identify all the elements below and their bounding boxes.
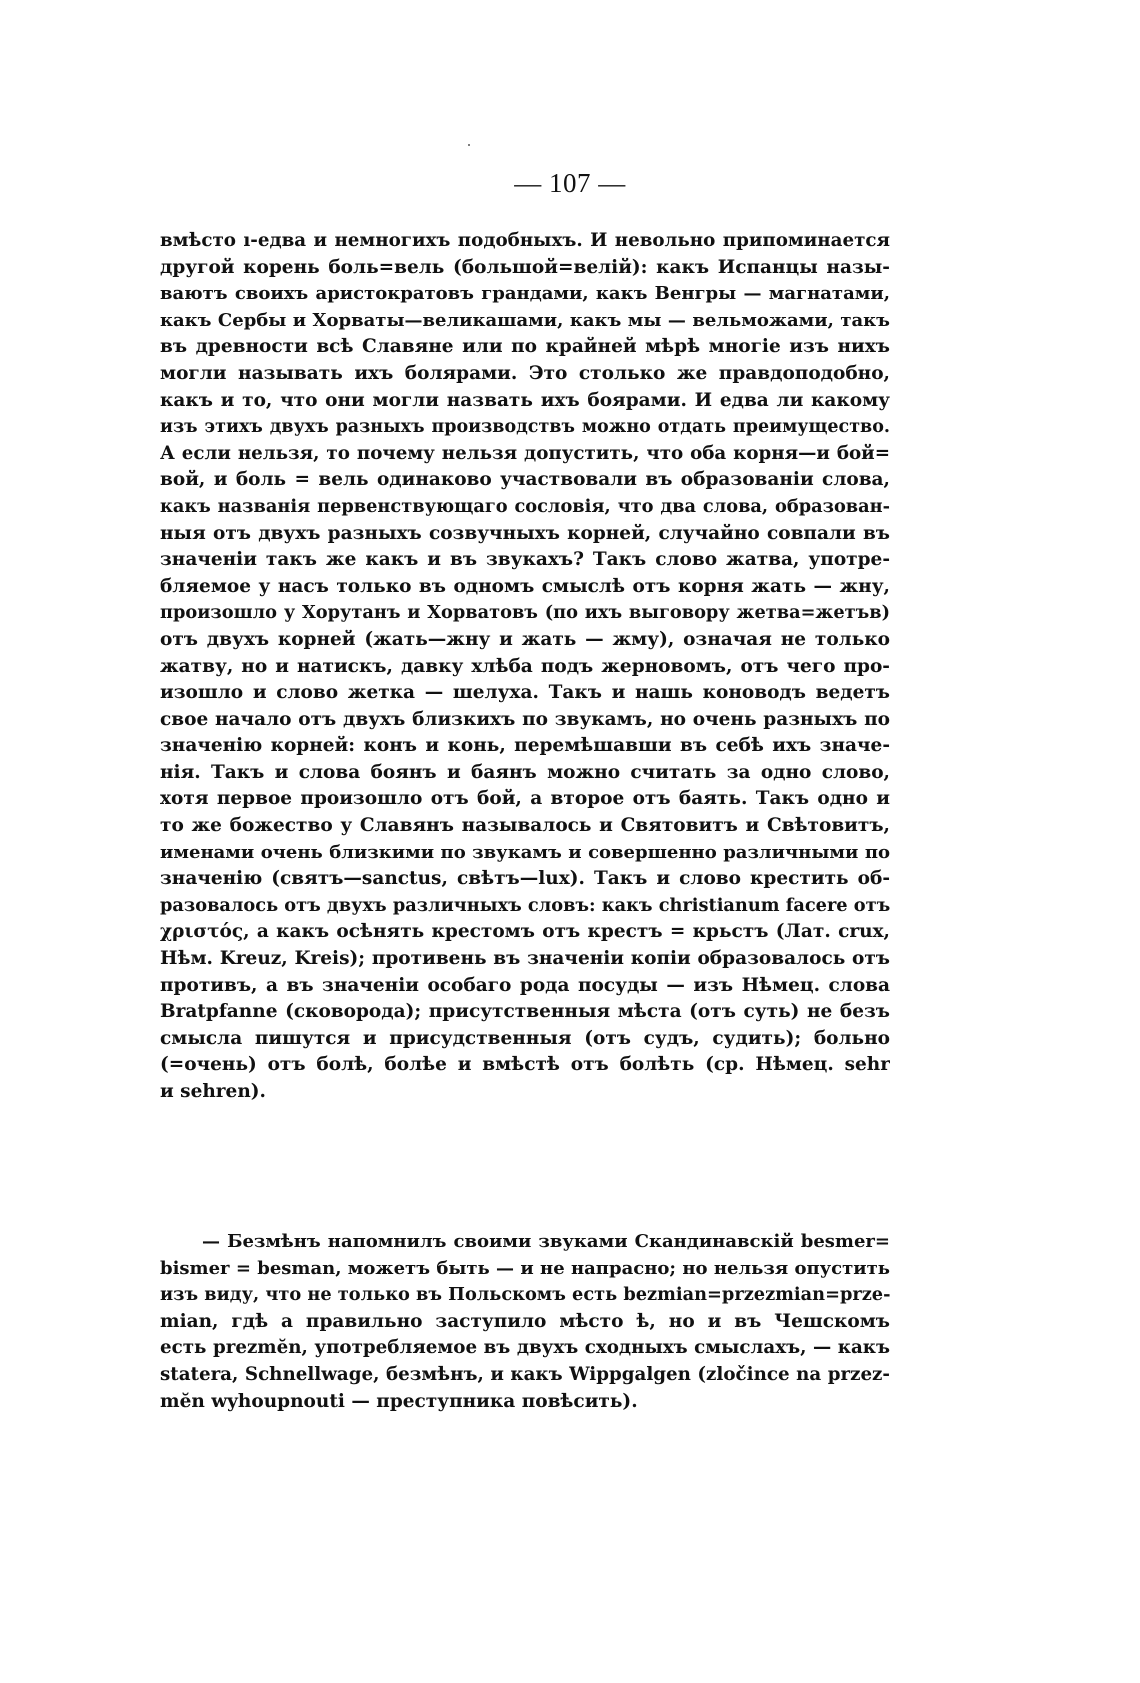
text-line: χριστός, а какъ осѣнять крестомъ отъ крестъ = крьстъ (Лат. crux, (160, 921, 890, 943)
text-line: Нѣм. Kreuz, Kreis); противень въ значеніи копіи образовалось отъ (160, 948, 890, 970)
text-line: какъ Сербы и Хорваты—великашами, какъ мы — вельможами, такъ (160, 309, 890, 331)
text-line: ваютъ своихъ аристократовъ грандами, какъ Венгры — магнатами, (160, 283, 890, 305)
text-line: какъ названія первенствующаго сословія, что два слова, образован- (160, 495, 890, 517)
text-line: смысла пишутся и присудственныя (отъ судъ, судить); больно (160, 1027, 890, 1049)
text-line: ныя отъ двухъ разныхъ созвучныхъ корней, случайно совпали въ (160, 522, 890, 544)
text-line: жатву, но и натискъ, давку хлѣба подъ жерновомъ, отъ чего про- (160, 655, 890, 677)
text-line: изъ виду, что не только въ Польскомъ есть bezmian=przezmian=prze- (160, 1284, 890, 1306)
text-line: разовалось отъ двухъ различныхъ словъ: какъ christianum facere отъ (160, 894, 890, 916)
page-number: — 107 — (514, 168, 626, 198)
text-line: значенію корней: конъ и конь, перемѣшавши въ себѣ ихъ значе- (160, 735, 890, 757)
paragraph-2 (160, 1229, 890, 1415)
text-line: какъ и то, что они могли назвать ихъ боярами. И едва ли какому (160, 389, 890, 411)
text-line: bismer = besman, можетъ быть — и не напрасно; но нельзя опустить (160, 1257, 890, 1279)
paragraph-1 (160, 228, 890, 1106)
text-line: mian, гдѣ а правильно заступило мѣсто ѣ, но и въ Чешскомъ (160, 1310, 890, 1332)
text-line: значеніи такъ же какъ и въ звукахъ? Такъ слово жатва, употре- (160, 549, 890, 571)
text-line: произошло у Хорутанъ и Хорватовъ (по ихъ выговору жетва=жетъв) (160, 602, 890, 624)
text-line: могли называть ихъ болярами. Это столько же правдоподобно, (160, 362, 890, 384)
text-line: въ древности всѣ Славяне или по крайней мѣрѣ многіе изъ нихъ (160, 336, 890, 358)
text-line: нія. Такъ и слова боянъ и баянъ можно считать за одно слово, (160, 761, 890, 783)
text-line: отъ двухъ корней (жать—жну и жать — жму), означая не только (160, 628, 890, 650)
text-line: вмѣсто ı-едва и немногихъ подобныхъ. И невольно припоминается (160, 230, 890, 251)
text-line: другой корень боль=вель (большой=велій): какъ Испанцы назы- (160, 256, 890, 278)
text-line: изошло и слово жетка — шелуха. Такъ и нашь коноводъ ведетъ (160, 682, 890, 704)
text-line: Bratpfanne (сковорода); присутственныя мѣста (отъ суть) не безъ (160, 1001, 890, 1023)
scan-speck (468, 144, 470, 146)
text-line: бляемое у насъ только въ одномъ смыслѣ отъ корня жать — жну, (160, 575, 890, 597)
text-line: именами очень близкими по звукамъ и совершенно различными по (160, 841, 890, 863)
text-line: (=очень) отъ болѣ, болѣе и вмѣстѣ отъ болѣть (ср. Нѣмец. sehr (160, 1054, 890, 1076)
text-line: изъ этихъ двухъ разныхъ производствъ можно отдать преимущество. (160, 417, 890, 438)
text-line: значенію (святъ—sanctus, свѣтъ—lux). Такъ и слово крестить об- (160, 868, 890, 890)
text-line: — Безмѣнъ напомнилъ своими звуками Скандинавскій besmer= (202, 1231, 890, 1252)
text-line: mĕn wyhoupnouti — преступника повѣсить). (160, 1390, 638, 1412)
text-line: есть prezmĕn, употребляемое въ двухъ сходныхъ смыслахъ, — какъ (160, 1337, 890, 1359)
text-line: свое начало отъ двухъ близкихъ по звукамъ, но очень разныхъ по (160, 708, 890, 730)
text-line: и sehren). (160, 1081, 266, 1102)
text-line: противъ, а въ значеніи особаго рода посуды — изъ Нѣмец. слова (160, 974, 890, 996)
text-line: statera, Schnellwage, безмѣнъ, и какъ Wippgalgen (zločince na przez- (160, 1363, 890, 1385)
text-line: то же божество у Славянъ называлось и Святовитъ и Свѣтовитъ, (160, 815, 890, 837)
text-line: хотя первое произошло отъ бой, а второе отъ баять. Такъ одно и (160, 788, 890, 810)
text-line: А если нельзя, то почему нельзя допустить, что оба корня—и бой= (160, 442, 890, 464)
text-line: вой, и боль = вель одинаково участвовали въ образованіи слова, (160, 469, 890, 491)
